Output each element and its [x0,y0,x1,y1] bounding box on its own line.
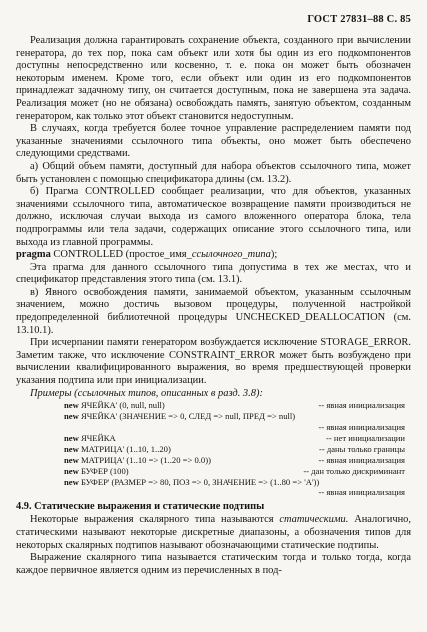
new-keyword: new [64,443,79,454]
section-paragraph-2: Выражение скалярного типа называется статическим тогда и только тогда, когда каждое первичное является одним из перечисленных в под- [16,552,411,576]
example-code: МАТРИЦА' (1..10 => (1..20 => 0.0)) [80,454,211,465]
example-row [16,477,411,488]
example-comment: -- явная инициализация [318,487,405,498]
pragma-line [16,249,411,262]
example-row [16,487,411,498]
new-keyword: new [64,411,79,422]
example-comment: -- явная инициализация [318,454,405,465]
paragraph-7: При исчерпании памяти генератором возбуждается исключение STORAGE_ERROR. Заметим также, что исключение CONSTRAINT_ERROR может быть возбуждено при вычислении квалифицированного выражения, во время предшествующей проверки указания подтипа или при инициализации. [16,337,411,387]
example-row [16,411,411,422]
pragma-text: CONTROLLED (простое_имя_ [53,249,192,261]
paragraph-6: в) Явного освобождения памяти, занимаемой объектом, указанным ссылочным значением, можно достичь вызовом процедуры, полученной настройкой предопределенной библиотечной процедуры UNCHECKED_DEALLOCATION (см. 13.10.1). [16,286,411,336]
example-comment: -- явная инициализация [318,400,405,411]
paragraph-5: Эта прагма для данного ссылочного типа допустима в тех же местах, что и спецификатор представления этого типа (см. 13.1). [16,261,411,286]
section-p1-rest: Аналогично, статическими называют некоторые дискретные диапазоны, а обозначения типов для некоторых скалярных подтипов называют обозначающими статические подтипы. [16,514,411,551]
paragraph-4-start: б) Прагма [30,186,79,198]
paragraph-3: а) Общий объем памяти, доступный для набора объектов ссылочного типа, может быть установлен с помощью спецификатора длины (см. 13.2). [16,160,411,185]
example-row [16,466,411,477]
example-comment: -- явная инициализация [318,422,405,433]
example-row [16,400,411,411]
paragraph-2: В случаях, когда требуется более точное управление распределением памяти под указанные значениями ссылочного типа объекты, оно может быть обеспечено следующими средствами. [16,123,411,160]
section-title: 4.9. Статические выражения и статические подтипы [16,501,265,513]
example-code: БУФЕР' (РАЗМЕР => 80, ПОЗ => 0, ЗНАЧЕНИЕ => (1..80 => 'A')) [80,476,320,487]
section-p1-start: Некоторые выражения скалярного типа называются [30,514,274,526]
example-row [16,455,411,466]
paragraph-4 [16,186,411,249]
page-header: ГОСТ 27831–88 С. 85 [307,14,411,25]
new-keyword: new [64,454,79,465]
paragraph-4-rest: сообщает реализации, что для объектов, указанных значениями ссылочного типа, автоматическое возвращение памяти производиться не должно, исключая случаи выхода из самого вложенного оператора блока, тела подпрограммы или тела задачи, содержащих описание этого ссылочного типа, или выхода из главной программы. [16,186,411,248]
example-comment: -- даны только границы [318,443,405,454]
new-keyword: new [64,400,79,411]
new-keyword: new [64,432,79,443]
example-row [16,433,411,444]
pragma-end: ); [270,249,278,261]
new-keyword: new [64,465,79,476]
example-comment: -- дан только дискриминант [303,465,405,476]
pragma-keyword: pragma [16,249,51,261]
static-term: статическими. [279,514,349,526]
example-code: ЯЧЕЙКА [80,432,116,443]
example-code: МАТРИЦА' (1..10, 1..20) [80,443,171,454]
example-code: БУФЕР (100) [80,465,129,476]
controlled-keyword: CONTROLLED [85,186,155,198]
example-row [16,444,411,455]
examples-block [16,400,411,498]
examples-label: Примеры (ссылочных типов, описанных в разд. 3.8): [30,387,263,399]
section-paragraph-1 [16,514,411,552]
example-code: ЯЧЕЙКА' (ЗНАЧЕНИЕ => 0, СЛЕД => null, ПРЕД => null) [80,411,296,422]
example-row [16,422,411,433]
example-comment: -- нет инициализации [326,432,405,443]
pragma-param: ссылочного_типа [191,249,271,261]
new-keyword: new [64,476,79,487]
example-code: ЯЧЕЙКА' (0, null, null) [80,400,165,411]
paragraph-1: Реализация должна гарантировать сохранение объекта, созданного при вычислении генератора, до тех пор, пока сам объект или хотя бы один из его подкомпонентов доступны непосредственно или косвенно, т. е. пока он может быть обозначен некоторым именем. Кроме того, если объект или один из его подкомпонентов принадлежат задачному типу, он считается доступным, пока не завершена эта задача. Реализация может (но не обязана) освобождать память, занятую объектом, созданным генератором, как только этот объект становится недоступным. [16,35,411,122]
